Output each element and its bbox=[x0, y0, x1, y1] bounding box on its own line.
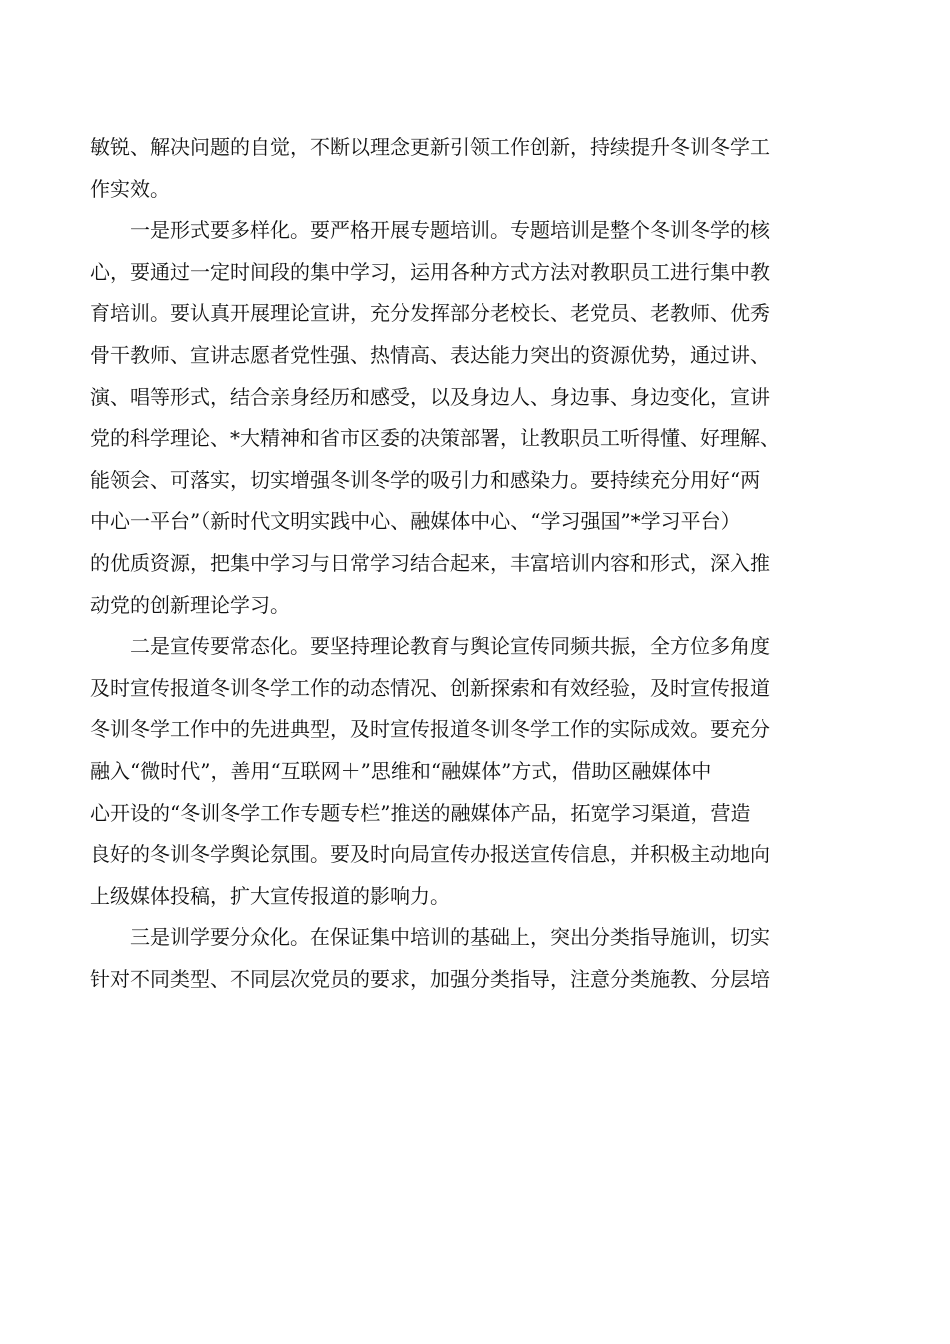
text-line: 敏锐、解决问题的自觉，不断以理念更新引领工作创新，持续提升冬训冬学工 bbox=[90, 135, 770, 159]
paragraph bbox=[90, 917, 870, 1000]
text-line: 作实效。 bbox=[90, 176, 170, 201]
text-line: 骨干教师、宣讲志愿者党性强、热情高、表达能力突出的资源优势，通过讲、 bbox=[90, 342, 770, 367]
text-line: 针对不同类型、不同层次党员的要求，加强分类指导，注意分类施教、分层培 bbox=[90, 966, 770, 991]
text-line: 冬训冬学工作中的先进典型，及时宣传报道冬训冬学工作的实际成效。要充分 bbox=[90, 717, 770, 742]
text-line: 心，要通过一定时间段的集中学习，运用各种方式方法对教职员工进行集中教 bbox=[90, 259, 770, 284]
text-line: 的优质资源，把集中学习与日常学习结合起来，丰富培训内容和形式，深入推 bbox=[90, 550, 770, 575]
paragraph bbox=[90, 626, 870, 917]
text-line: 演、唱等形式，结合亲身经历和感受，以及身边人、身边事、身边变化，宣讲 bbox=[90, 384, 770, 409]
text-line: 能领会、可落实，切实增强冬训冬学的吸引力和感染力。要持续充分用好“两 bbox=[90, 467, 761, 492]
text-line: 动党的创新理论学习。 bbox=[90, 592, 290, 617]
text-line: 三是训学要分众化。在保证集中培训的基础上，突出分类指导施训，切实 bbox=[130, 925, 770, 950]
text-line: 良好的冬训冬学舆论氛围。要及时向局宣传办报送宣传信息，并积极主动地向 bbox=[90, 842, 770, 867]
text-line: 党的科学理论、*大精神和省市区委的决策部署，让教职员工听得懂、好理解、 bbox=[90, 426, 780, 451]
text-line: 及时宣传报道冬训冬学工作的动态情况、创新探索和有效经验，及时宣传报道 bbox=[90, 675, 770, 700]
paragraph bbox=[90, 210, 870, 626]
text-line: 一是形式要多样化。要严格开展专题培训。专题培训是整个冬训冬学的核 bbox=[130, 218, 770, 243]
text-line: 融入“微时代”，善用“互联网＋”思维和“融媒体”方式，借助区融媒体中 bbox=[90, 758, 712, 783]
text-line: 中心一平台”（新时代文明实践中心、融媒体中心、“学习强国”*学习平台） bbox=[90, 509, 741, 534]
text-line: 育培训。要认真开展理论宣讲，充分发挥部分老校长、老党员、老教师、优秀 bbox=[90, 301, 770, 326]
paragraph bbox=[90, 127, 870, 210]
text-line: 二是宣传要常态化。要坚持理论教育与舆论宣传同频共振，全方位多角度 bbox=[130, 634, 770, 659]
text-line: 心开设的“冬训冬学工作专题专栏”推送的融媒体产品，拓宽学习渠道，营造 bbox=[90, 800, 751, 825]
text-line: 上级媒体投稿，扩大宣传报道的影响力。 bbox=[90, 883, 450, 908]
document-body bbox=[90, 127, 870, 1000]
